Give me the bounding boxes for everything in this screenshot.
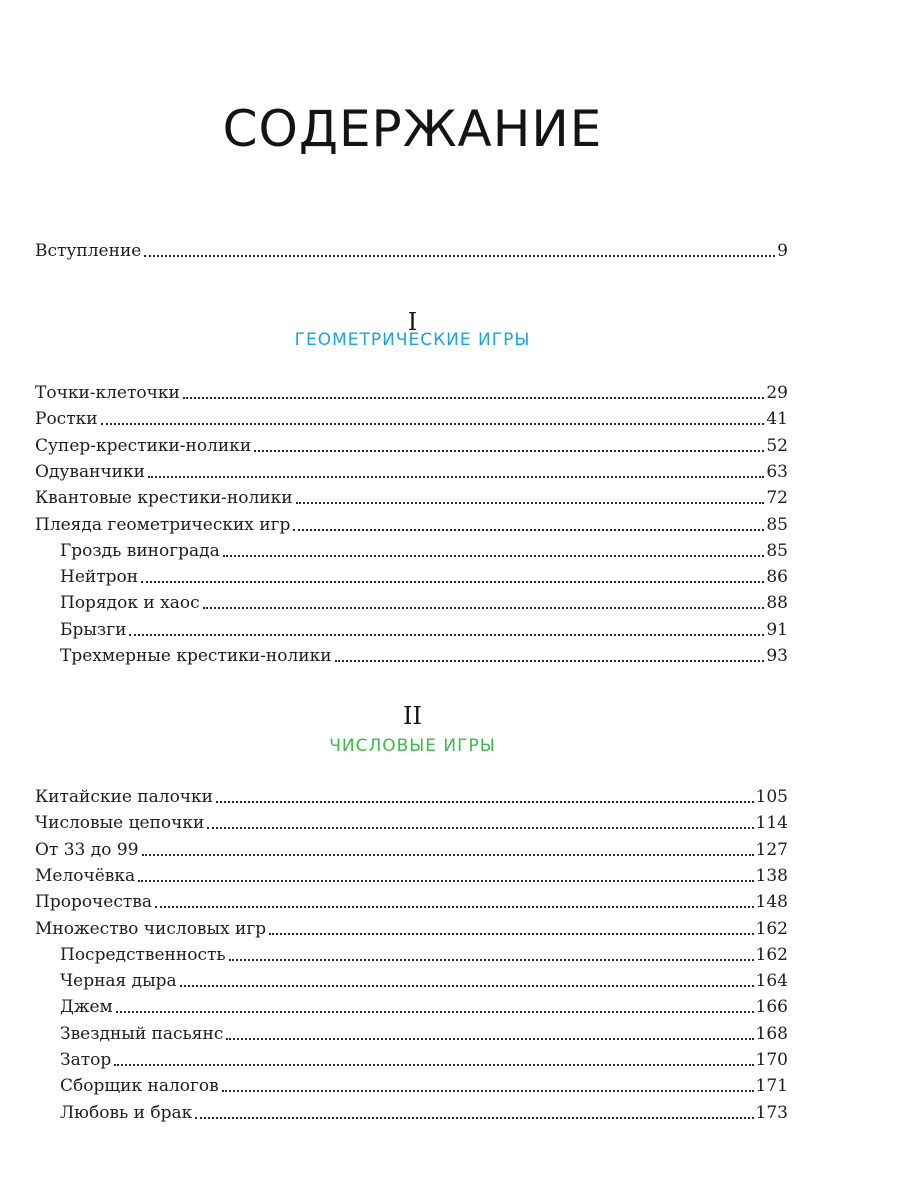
- toc-entry[interactable]: [35, 782, 788, 808]
- toc-entry[interactable]: [35, 861, 788, 887]
- toc-entry-label: Нейтрон: [60, 567, 139, 587]
- page-title: СОДЕРЖАНИЕ: [222, 100, 603, 158]
- toc-entry-label: Супер-крестики-нолики: [35, 436, 252, 456]
- dot-leader: [269, 933, 753, 935]
- toc-entry-page: 138: [755, 866, 788, 886]
- dot-leader: [142, 854, 754, 856]
- dot-leader: [101, 423, 765, 425]
- toc-entry-page: 29: [766, 383, 788, 403]
- toc-subentry[interactable]: [60, 536, 788, 562]
- dot-leader: [216, 801, 754, 803]
- toc-entry-label: Точки-клеточки: [35, 383, 180, 403]
- dot-leader: [116, 1011, 754, 1013]
- dot-leader: [138, 880, 753, 882]
- dot-leader: [180, 985, 754, 987]
- part-number: I: [407, 308, 418, 336]
- dot-leader: [222, 1090, 754, 1092]
- toc-entry-label: Джем: [60, 997, 113, 1017]
- toc-entry-label: Брызги: [60, 620, 127, 640]
- toc-entry-label: Плеяда геометрических игр: [35, 515, 291, 535]
- toc-entry[interactable]: [35, 914, 788, 940]
- dot-leader: [183, 397, 765, 399]
- toc-entry-page: 114: [755, 813, 788, 833]
- toc-subentry[interactable]: [60, 562, 788, 588]
- toc-entry-page: 171: [755, 1076, 788, 1096]
- toc-entry[interactable]: [35, 510, 788, 536]
- toc-entry-label: Одуванчики: [35, 462, 145, 482]
- toc-entry-label: Порядок и хаос: [60, 593, 200, 613]
- toc-entry-page: 162: [755, 919, 788, 939]
- dot-leader: [335, 660, 765, 662]
- dot-leader: [226, 1038, 753, 1040]
- toc-entry-label: Затор: [60, 1050, 112, 1070]
- toc-entry-label: Трехмерные крестики-нолики: [60, 646, 332, 666]
- toc-entry-page: 170: [755, 1050, 788, 1070]
- toc-entry-label: Пророчества: [35, 892, 152, 912]
- toc-subentry[interactable]: [60, 1098, 788, 1124]
- part-title: ГЕОМЕТРИЧЕСКИЕ ИГРЫ: [294, 330, 531, 350]
- toc-entry-page: 168: [755, 1024, 788, 1044]
- toc-entry-page: 105: [755, 787, 788, 807]
- toc-entry-label: Квантовые крестики-нолики: [35, 488, 293, 508]
- dot-leader: [155, 906, 754, 908]
- toc-entry-page: 166: [755, 997, 788, 1017]
- toc-entry[interactable]: [35, 457, 788, 483]
- toc-subentry[interactable]: [60, 641, 788, 667]
- toc-entry[interactable]: [35, 483, 788, 509]
- toc-entry-page: 91: [766, 620, 788, 640]
- toc-entry-page: 173: [755, 1103, 788, 1123]
- toc-entry-page: 85: [766, 515, 788, 535]
- toc-entry[interactable]: [35, 378, 788, 404]
- toc-subentry[interactable]: [60, 1071, 788, 1097]
- toc-entry-label: Числовые цепочки: [35, 813, 205, 833]
- toc-entry-page: 41: [766, 409, 788, 429]
- toc-entry-label: Посредственность: [60, 945, 226, 965]
- toc-entry-page: 162: [755, 945, 788, 965]
- toc-entry-label: Сборщик налогов: [60, 1076, 219, 1096]
- toc-entry-page: 164: [755, 971, 788, 991]
- toc-entry-intro[interactable]: [35, 236, 788, 262]
- toc-entry-page: 63: [766, 462, 788, 482]
- toc-entry-page: 93: [766, 646, 788, 666]
- toc-subentry[interactable]: [60, 940, 788, 966]
- toc-entry-label: Мелочёвка: [35, 866, 136, 886]
- dot-leader: [207, 827, 753, 829]
- toc-entry[interactable]: [35, 404, 788, 430]
- toc-subentry[interactable]: [60, 966, 788, 992]
- toc-entry-label: Гроздь винограда: [60, 541, 220, 561]
- toc-entry-page: 9: [777, 241, 788, 261]
- toc-entry-label: Любовь и брак: [60, 1103, 193, 1123]
- toc-entry-page: 86: [766, 567, 788, 587]
- dot-leader: [293, 529, 764, 531]
- toc-entry[interactable]: [35, 835, 788, 861]
- dot-leader: [144, 255, 775, 257]
- toc-subentry[interactable]: [60, 1045, 788, 1071]
- dot-leader: [195, 1117, 753, 1119]
- toc-entry-label: Ростки: [35, 409, 98, 429]
- toc-entry-page: 72: [766, 488, 788, 508]
- toc-entry-label: Черная дыра: [60, 971, 177, 991]
- toc-entry-label: Вступление: [35, 241, 142, 261]
- toc-subentry[interactable]: [60, 588, 788, 614]
- toc-subentry[interactable]: [60, 615, 788, 641]
- part-title: ЧИСЛОВЫЕ ИГРЫ: [329, 736, 496, 756]
- dot-leader: [254, 450, 764, 452]
- toc-entry-label: Звездный пасьянс: [60, 1024, 224, 1044]
- toc-entry[interactable]: [35, 887, 788, 913]
- toc-entry-page: 52: [766, 436, 788, 456]
- toc-entry-page: 85: [766, 541, 788, 561]
- dot-leader: [203, 607, 765, 609]
- toc-entry-page: 88: [766, 593, 788, 613]
- toc-subentry[interactable]: [60, 992, 788, 1018]
- dot-leader: [223, 555, 765, 557]
- toc-entry-label: От 33 до 99: [35, 840, 139, 860]
- toc-entry[interactable]: [35, 808, 788, 834]
- dot-leader: [129, 634, 764, 636]
- dot-leader: [114, 1064, 753, 1066]
- dot-leader: [148, 476, 764, 478]
- toc-entry-page: 127: [755, 840, 788, 860]
- toc-entry[interactable]: [35, 431, 788, 457]
- part-number: II: [403, 702, 422, 730]
- dot-leader: [141, 581, 764, 583]
- dot-leader: [296, 502, 765, 504]
- toc-entry-label: Китайские палочки: [35, 787, 213, 807]
- toc-entry-label: Множество числовых игр: [35, 919, 267, 939]
- toc-subentry[interactable]: [60, 1019, 788, 1045]
- toc-entry-page: 148: [755, 892, 788, 912]
- dot-leader: [229, 959, 754, 961]
